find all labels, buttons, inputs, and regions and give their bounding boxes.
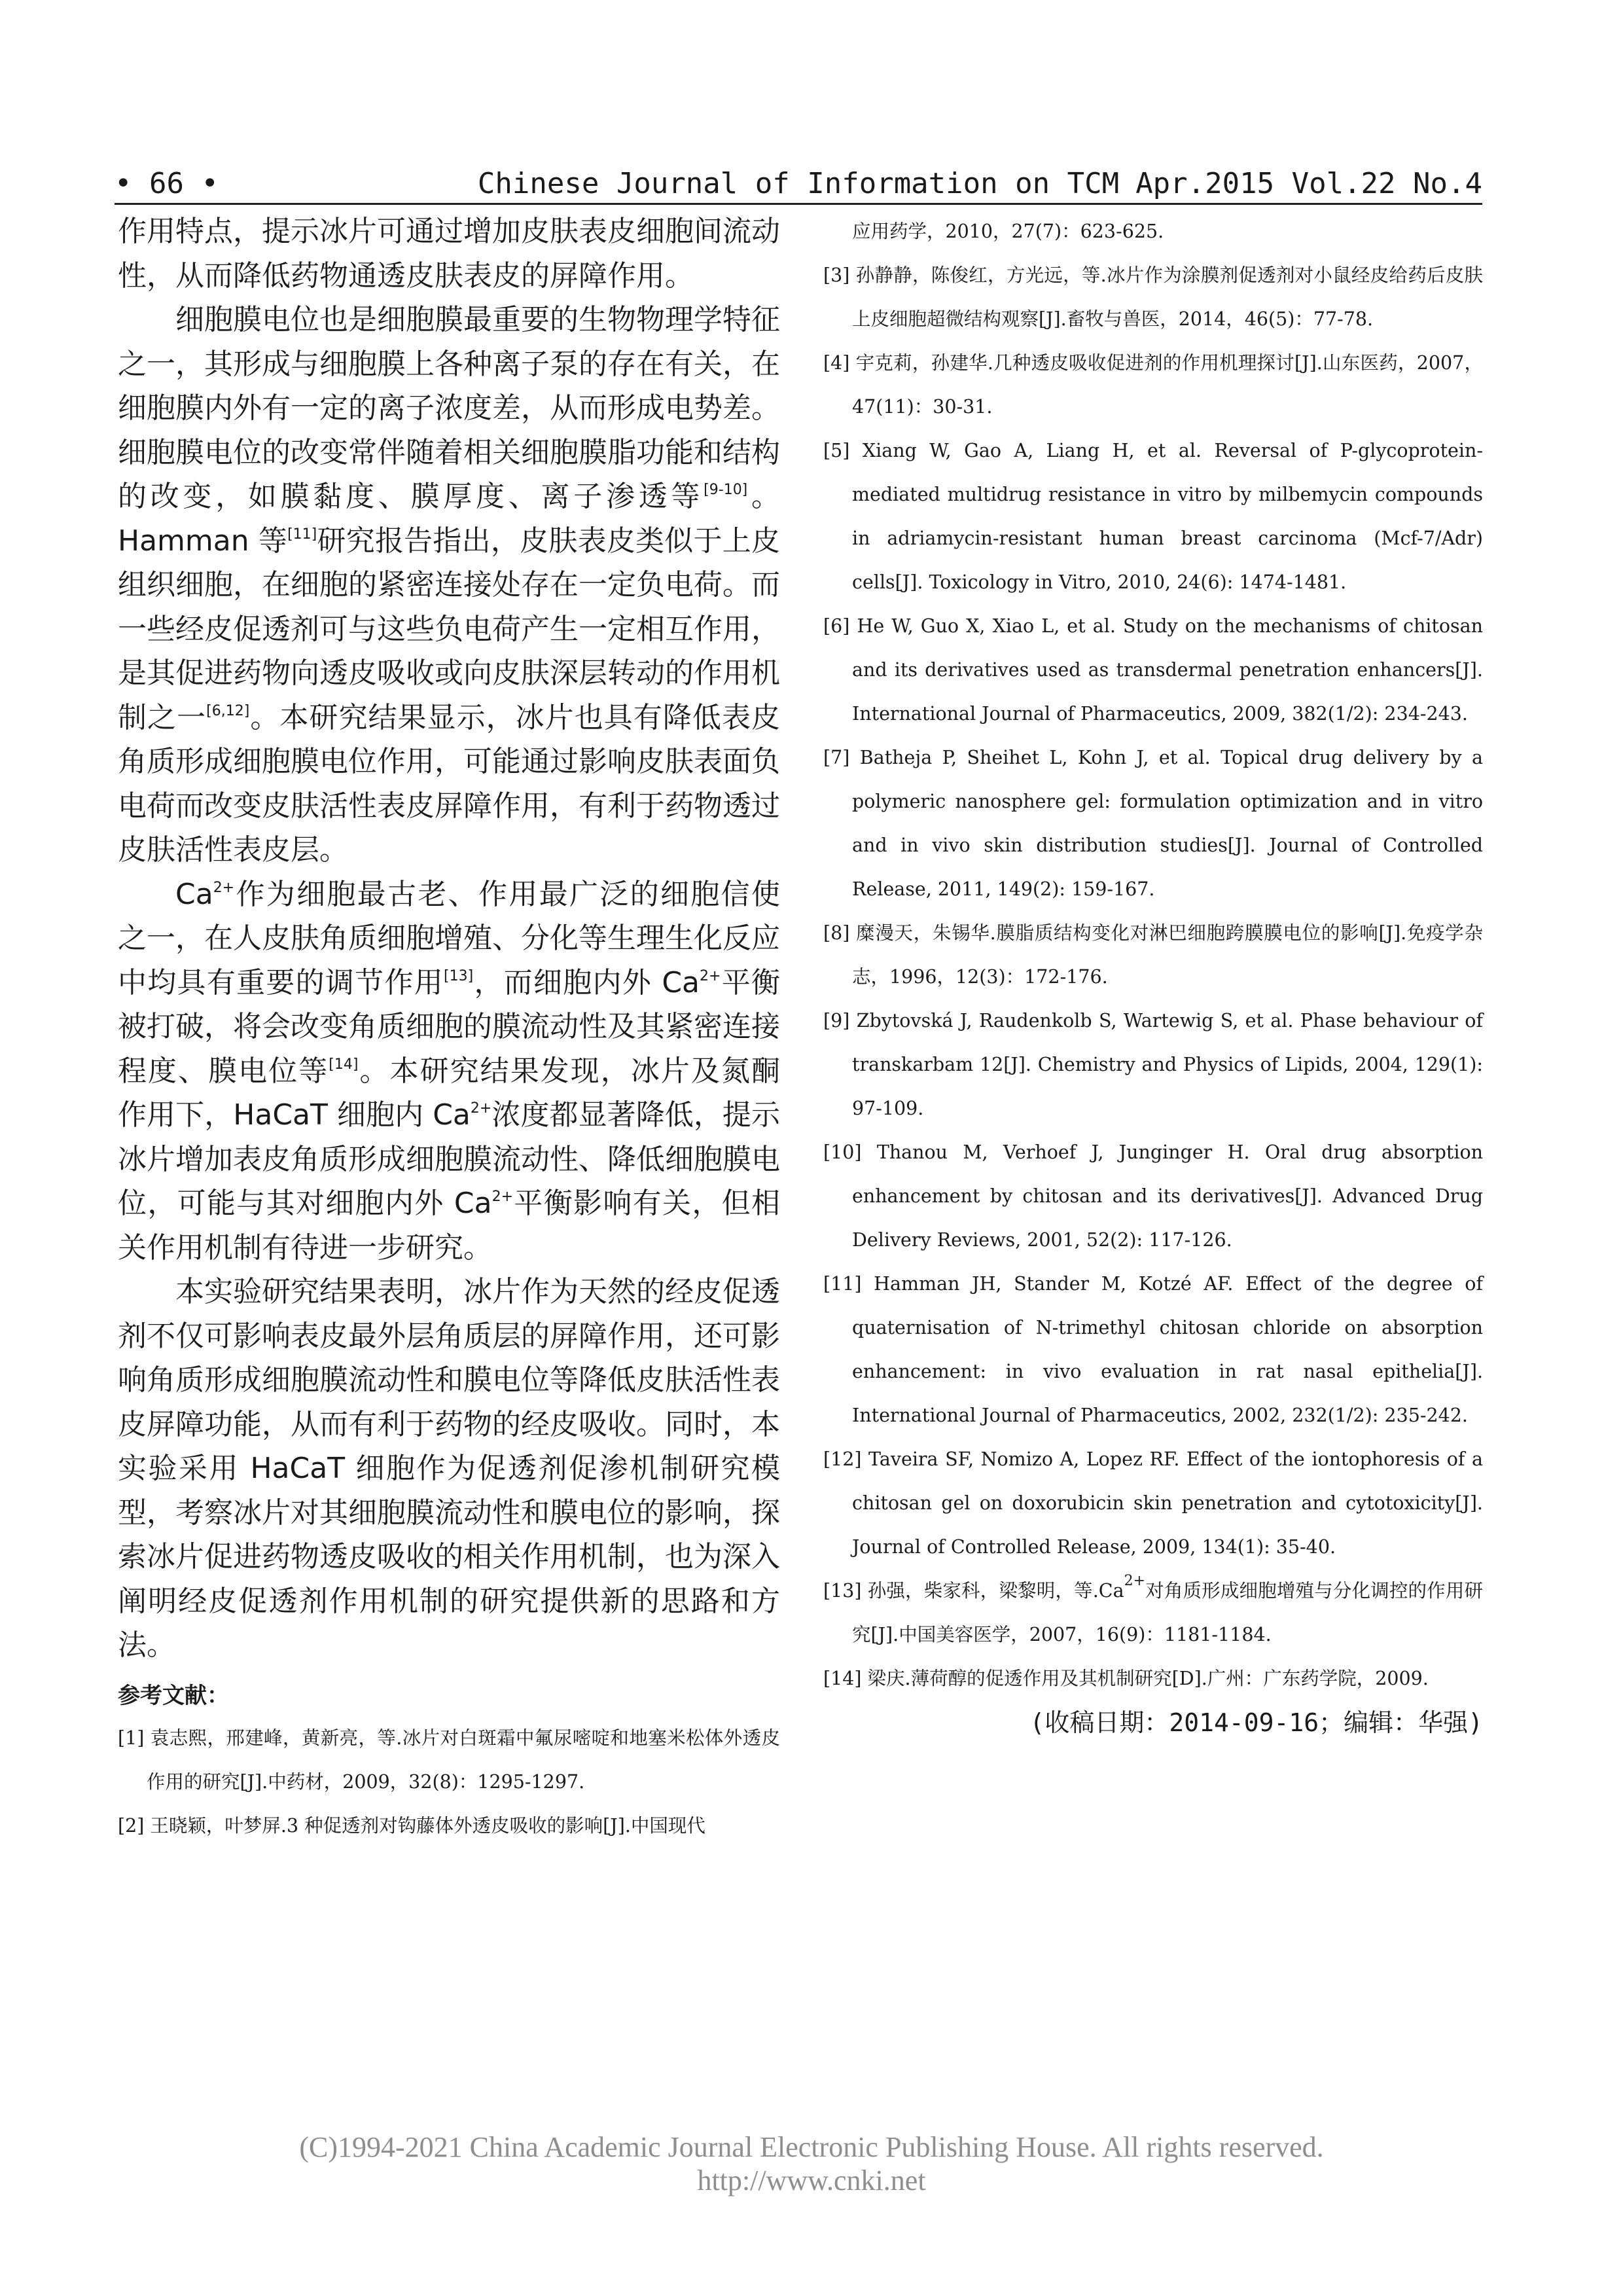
reference-6: [6] He W, Guo X, Xiao L, et al. Study on the mechanisms of chitosan and its derivatives used as transdermal penetration enhancers[J]. International Journal of Pharmaceutics, 2009, 382(1/2): 234-243. xyxy=(823,615,1483,725)
reference-4: [4] 宇克莉，孙建华.几种透皮吸收促进剂的作用机理探讨[J].山东医药，2007，47(11)：30-31. xyxy=(823,352,1483,418)
journal-title: Chinese Journal of Information on TCM xyxy=(477,167,1120,200)
issue-info: Apr.2015 Vol.22 No.4 xyxy=(1135,167,1482,200)
reference-11: [11] Hamman JH, Stander M, Kotzé AF. Effect of the degree of quaternisation of N-trimethyl chitosan chloride on absorption enhancement: in vivo evaluation in rat nasal epithelia[J]. International Journal of Pharmaceutics, 2002, 232(1/2): 235-242. xyxy=(823,1273,1483,1426)
reference-5: [5] Xiang W, Gao A, Liang H, et al. Reversal of P-glycoprotein-mediated multidrug resistance in vitro by milbemycin compounds in adriamycin-resistant human breast carcinoma (Mcf-7/Adr) cells[J]. Toxicology in Vitro, 2010, 24(6): 1474-1481. xyxy=(823,440,1483,593)
reference-3: [3] 孙静静，陈俊红，方光远，等.冰片作为涂膜剂促透剂对小鼠经皮给药后皮肤上皮细胞超微结构观察[J].畜牧与兽医，2014，46(5)：77-78. xyxy=(823,264,1483,330)
reference-9: [9] Zbytovská J, Raudenkolb S, Wartewig S, et al. Phase behaviour of transkarbam 12[J]. Chemistry and Physics of Lipids, 2004, 129(1): 97-109. xyxy=(823,1010,1483,1119)
reference-10: [10] Thanou M, Verhoef J, Junginger H. Oral drug absorption enhancement by chitosan and its derivatives[J]. Advanced Drug Delivery Reviews, 2001, 52(2): 117-126. xyxy=(823,1141,1483,1251)
copyright-footer: (C)1994-2021 China Academic Journal Electronic Publishing House. All rights reserved. http://www.cnki.net xyxy=(299,2131,1324,2197)
right-column xyxy=(823,209,1483,1742)
paragraph-4: 本实验研究结果表明，冰片作为天然的经皮促透剂不仅可影响表皮最外层角质层的屏障作用，还可影响角质形成细胞膜流动性和膜电位等降低皮肤活性表皮屏障功能，从而有利于药物的经皮吸收。同时，本实验采用 HaCaT 细胞作为促透剂促渗机制研究模型，考察冰片对其细胞膜流动性和膜电位的影响，探索冰片促进药物透皮吸收的相关作用机制，也为深入阐明经皮促透剂作用机制的研究提供新的思路和方法。 xyxy=(118,1275,780,1662)
left-column xyxy=(118,209,780,1848)
page-number: • 66 • xyxy=(115,167,219,200)
reference-2: [2] 王晓颖，叶梦屏.3 种促透剂对钩藤体外透皮吸收的影响[J].中国现代 xyxy=(118,1814,705,1837)
header-rule xyxy=(115,203,1482,205)
reference-14: [14] 梁庆.薄荷醇的促透作用及其机制研究[D].广州：广东药学院，2009. xyxy=(823,1668,1429,1689)
references-heading: 参考文献： xyxy=(118,1682,229,1709)
reference-8: [8] 糜漫天，朱锡华.膜脂质结构变化对淋巴细胞跨膜膜电位的影响[J].免疫学杂志，1996，12(3)：172-176. xyxy=(823,922,1483,988)
reference-1: [1] 袁志熙，邢建峰，黄新亮，等.冰片对白斑霜中氟尿嘧啶和地塞米松体外透皮作用的研究[J].中药材，2009，32(8)：1295-1297. xyxy=(118,1727,780,1793)
reference-13: [13] 孙强，柴家科，梁黎明，等$.Ca^{2+}$对角质形成细胞增殖与分化调控的作用研究[J].中国美容医学，2007，16(9)：1181-1184. xyxy=(823,1573,1483,1645)
reference-2-continued: 应用药学，2010，27(7)：623-625. xyxy=(852,221,1164,242)
received-date: (收稿日期：2014-09-16；编辑：华强) xyxy=(1029,1708,1483,1737)
running-header xyxy=(115,167,1482,204)
paragraph-2: 细胞膜电位也是细胞膜最重要的生物物理学特征之一，其形成与细胞膜上各种离子泵的存在有关，在细胞膜内外有一定的离子浓度差，从而形成电势差。细胞膜电位的改变常伴随着相关细胞膜脂功能和结构的改变，如膜黏度、膜厚度、离子渗透等[9-10]。Hamman 等[11]研究报告指出，皮肤表皮类似于上皮组织细胞，在细胞的紧密连接处存在一定负电荷。而一些经皮促透剂可与这些负电荷产生一定相互作用，是其促进药物向透皮吸收或向皮肤深层转动的作用机制之一[6,12]。本研究结果显示，冰片也具有降低表皮角质形成细胞膜电位作用，可能通过影响皮肤表面负电荷而改变皮肤活性表皮屏障作用，有利于药物透过皮肤活性表皮层。 xyxy=(118,303,781,867)
paragraph-3: $Ca^{2+}$作为细胞最古老、作用最广泛的细胞信使之一，在人皮肤角质细胞增殖、分化等生理生化反应中均具有重要的调节作用[13]，而细胞内外 $Ca^{2+}$平衡被打破，将会改变角质细胞的膜流动性及其紧密连接程度、膜电位等[14]。本研究结果发现，冰片及氮酮作用下，HaCaT 细胞内 $Ca^{2+}$浓度都显著降低，提示冰片增加表皮角质形成细胞膜流动性、降低细胞膜电位，可能与其对细胞内外 $Ca^{2+}$平衡影响有关，但相关作用机制有待进一步研究。 xyxy=(118,877,781,1265)
reference-7: [7] Batheja P, Sheihet L, Kohn J, et al. Topical drug delivery by a polymeric nanosphere gel: formulation optimization and in vitro and in vivo skin distribution studies[J]. Journal of Controlled Release, 2011, 149(2): 159-167. xyxy=(823,747,1483,900)
paragraph-1: 作用特点，提示冰片可通过增加皮肤表皮细胞间流动性，从而降低药物通透皮肤表皮的屏障作用。 xyxy=(118,215,780,293)
reference-12: [12] Taveira SF, Nomizo A, Lopez RF. Effect of the iontophoresis of a chitosan gel on doxorubicin skin penetration and cytotoxicity[J]. Journal of Controlled Release, 2009, 134(1): 35-40. xyxy=(823,1448,1483,1558)
